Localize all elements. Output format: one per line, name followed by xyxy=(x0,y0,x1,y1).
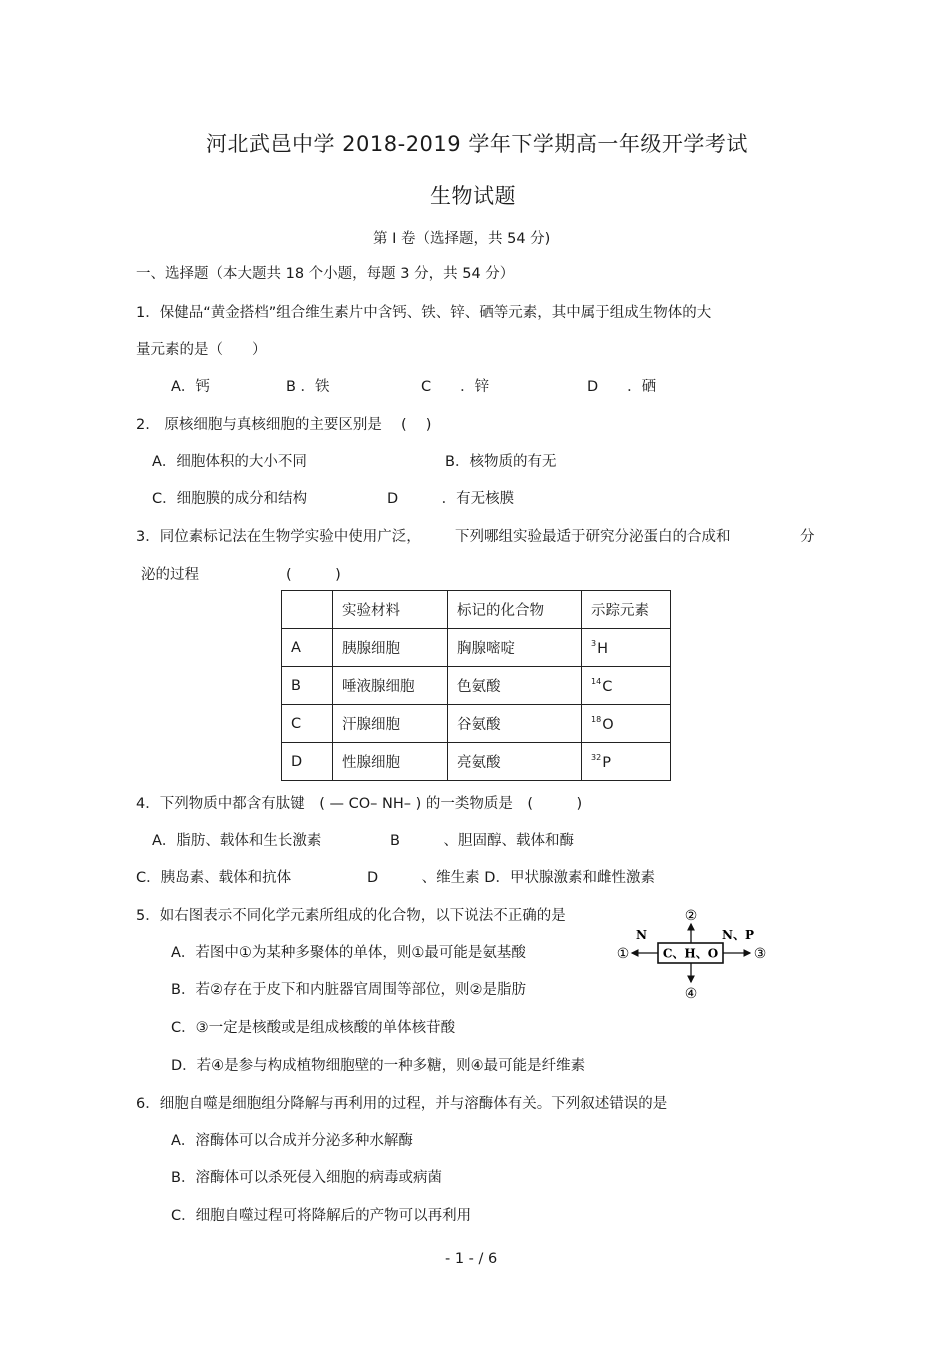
question-1-option-a: A．钙 xyxy=(171,379,210,395)
row-material: 汗腺细胞 xyxy=(333,705,448,743)
table-header-cell: 示踪元素 xyxy=(582,591,671,629)
row-material: 唾液腺细胞 xyxy=(333,667,448,705)
row-label: A xyxy=(282,629,333,667)
row-label: C xyxy=(282,705,333,743)
question-2-stem: 2. 原核细胞与真核细胞的主要区别是 ( ) xyxy=(136,417,432,433)
row-tracer xyxy=(582,705,671,743)
question-4-stem: 4．下列物质中都含有肽键 ( — CO– NH– ) 的一类物质是 ( ) xyxy=(136,796,583,812)
row-compound: 谷氨酸 xyxy=(448,705,582,743)
table-row xyxy=(282,629,671,667)
isotope-table xyxy=(281,590,671,781)
table-row xyxy=(282,743,671,781)
compound-1-label: ① xyxy=(616,946,630,962)
question-5-option-c: C．③一定是核酸或是组成核酸的单体核苷酸 xyxy=(171,1020,456,1036)
mass-number: 18 xyxy=(591,714,602,724)
row-tracer xyxy=(582,667,671,705)
element-symbol: P xyxy=(602,754,611,771)
compound-element-diagram xyxy=(615,903,775,1003)
question-3-stem-line2: 泌的过程 ( ) xyxy=(141,567,341,583)
subject-title: 生物试题 xyxy=(430,184,516,208)
question-1-option-d: D ．硒 xyxy=(587,379,657,395)
question-2-option-b: B．核物质的有无 xyxy=(445,454,557,470)
question-5-option-d: D．若④是参与构成植物细胞壁的一种多糖，则④最可能是纤维素 xyxy=(171,1058,586,1074)
table-row xyxy=(282,667,671,705)
mass-number: 3 xyxy=(591,638,597,648)
question-4-option-b: B 、胆固醇、载体和酶 xyxy=(390,833,574,849)
question-6-option-c: C．细胞自噬过程可将降解后的产物可以再利用 xyxy=(171,1208,472,1224)
question-6-stem: 6．细胞自噬是细胞组分降解与再利用的过程，并与溶酶体有关。下列叙述错误的是 xyxy=(136,1096,668,1112)
right-element-label: N、P xyxy=(722,928,754,942)
compound-3-label: ③ xyxy=(753,946,767,962)
compound-2-label: ② xyxy=(684,908,698,924)
table-header-cell: 标记的化合物 xyxy=(448,591,582,629)
row-tracer xyxy=(582,743,671,781)
question-2-option-c: C．细胞膜的成分和结构 xyxy=(152,491,308,507)
row-label: B xyxy=(282,667,333,705)
question-1-option-c: C ．锌 xyxy=(421,379,490,395)
row-compound: 胸腺嘧啶 xyxy=(448,629,582,667)
table-header-cell: 实验材料 xyxy=(333,591,448,629)
row-compound: 色氨酸 xyxy=(448,667,582,705)
row-label: D xyxy=(282,743,333,781)
question-5-option-a: A．若图中①为某种多聚体的单体，则①最可能是氨基酸 xyxy=(171,945,526,961)
question-2-option-a: A．细胞体积的大小不同 xyxy=(152,454,307,470)
row-material: 性腺细胞 xyxy=(333,743,448,781)
question-4-option-c: C．胰岛素、载体和抗体 xyxy=(136,870,292,886)
question-3-stem-line1c: 分 xyxy=(800,529,815,545)
section-heading: 一、选择题（本大题共 18 个小题，每题 3 分，共 54 分） xyxy=(136,266,515,282)
element-box-label: C、H、O xyxy=(662,946,719,961)
row-material: 胰腺细胞 xyxy=(333,629,448,667)
question-5-stem: 5．如右图表示不同化学元素所组成的化合物，以下说法不正确的是 xyxy=(136,908,566,924)
page-number: - 1 - / 6 xyxy=(445,1251,498,1267)
element-symbol: H xyxy=(597,640,608,657)
table-row xyxy=(282,705,671,743)
element-symbol: C xyxy=(602,678,613,695)
question-4-option-d: D 、维生素 D．甲状腺激素和雌性激素 xyxy=(367,870,655,886)
row-tracer xyxy=(582,629,671,667)
question-2-option-d: D ．有无核膜 xyxy=(387,491,515,507)
question-6-option-b: B．溶酶体可以杀死侵入细胞的病毒或病菌 xyxy=(171,1170,442,1186)
question-3-stem-line1a: 3．同位素标记法在生物学实验中使用广泛， xyxy=(136,529,421,545)
question-1-stem-line2: 量元素的是（ ） xyxy=(136,342,267,358)
exam-title: 河北武邑中学 2018-2019 学年下学期高一年级开学考试 xyxy=(206,132,748,156)
question-1-stem-line1: 1．保健品“黄金搭档”组合维生素片中含钙、铁、锌、硒等元素，其中属于组成生物体的大 xyxy=(136,305,712,321)
mass-number: 32 xyxy=(591,752,602,762)
question-3-stem-line1b: 下列哪组实验最适于研究分泌蛋白的合成和 xyxy=(455,529,731,545)
element-symbol: O xyxy=(602,716,614,733)
volume-heading: 第 I 卷（选择题，共 54 分) xyxy=(373,231,551,247)
compound-4-label: ④ xyxy=(684,986,698,1002)
question-1-option-b: B ．铁 xyxy=(286,379,330,395)
table-header-row xyxy=(282,591,671,629)
row-compound: 亮氨酸 xyxy=(448,743,582,781)
left-element-label: N xyxy=(636,928,647,942)
table-header-cell xyxy=(282,591,333,629)
question-5-option-b: B．若②存在于皮下和内脏器官周围等部位，则②是脂肪 xyxy=(171,982,526,998)
question-6-option-a: A．溶酶体可以合成并分泌多种水解酶 xyxy=(171,1133,413,1149)
mass-number: 14 xyxy=(591,676,602,686)
question-4-option-a: A．脂肪、载体和生长激素 xyxy=(152,833,322,849)
